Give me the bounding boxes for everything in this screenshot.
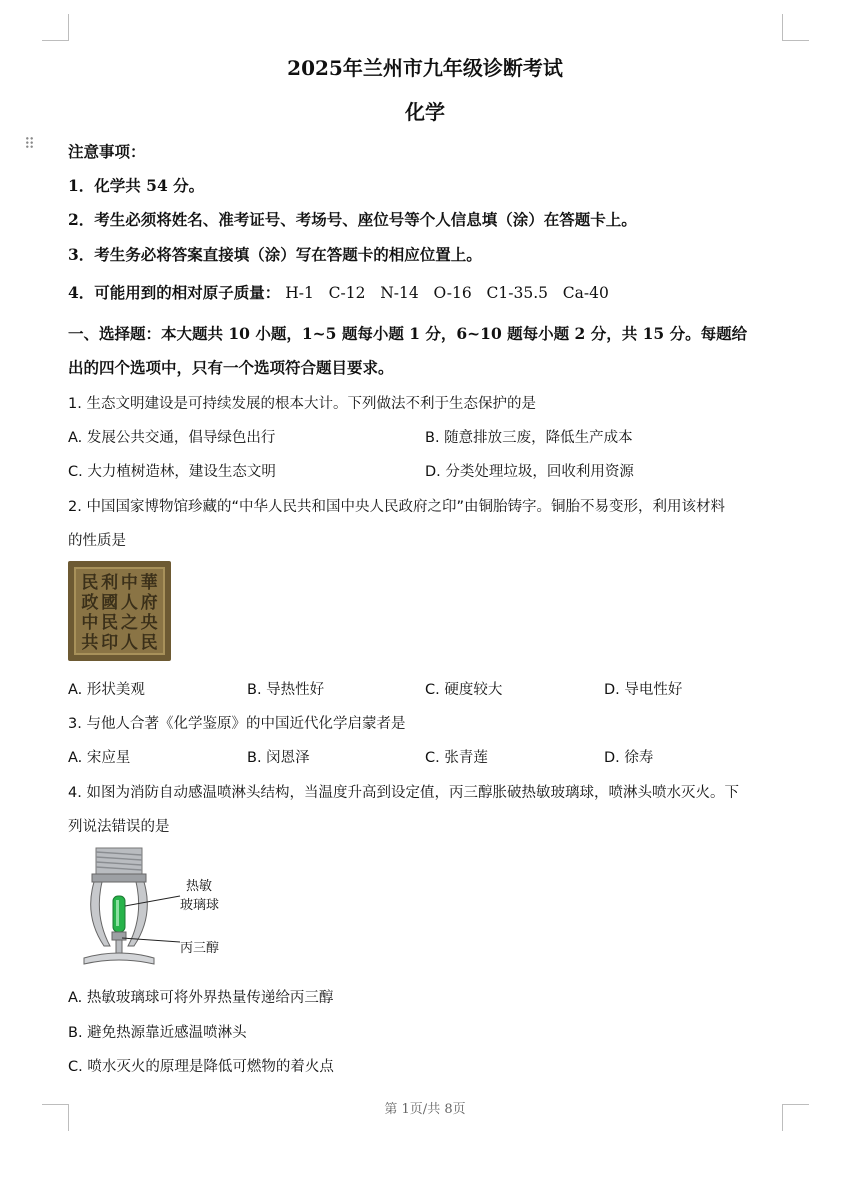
question-2-stem-line2: 的性质是 [68, 533, 126, 549]
drag-handle-icon[interactable]: ⠿ [24, 135, 34, 153]
section-heading-line1: 一、选择题：本大题共 10 小题，1~5 题每小题 1 分，6~10 题每小题 2 分，共 15 分。每题给 [68, 324, 748, 343]
subject-title: 化学 [405, 100, 445, 124]
question-3-stem: 3. 与他人合著《化学鉴原》的中国近代化学启蒙者是 [68, 716, 406, 732]
question-2-option-a[interactable]: A. 形状美观 [68, 682, 145, 698]
section-heading-line2: 出的四个选项中，只有一个选项符合题目要求。 [68, 358, 394, 377]
note-item-4-label: 4．可能用到的相对原子质量： [68, 283, 281, 302]
question-3-option-c[interactable]: C. 张青莲 [425, 750, 488, 766]
note-item-3: 3．考生务必将答案直接填（涂）写在答题卡的相应位置上。 [68, 245, 482, 264]
label-glycerol: 丙三醇 [180, 941, 220, 956]
crop-mark-top-right [782, 14, 809, 41]
question-2-stem-line1: 2. 中国国家博物馆珍藏的“中华人民共和国中央人民政府之印”由铜胎铸字。铜胎不易变形，利用该材料 [68, 499, 725, 515]
label-heat-sensitive: 热敏 [186, 879, 213, 894]
exam-title: 2025年兰州市九年级诊断考试 [287, 56, 563, 80]
note-item-4 [68, 281, 609, 303]
question-2-option-d[interactable]: D. 导电性好 [604, 682, 683, 698]
seal-characters: 民 利 中 華 政 國 人 府 中 民 之 央 共 印 人 民 [81, 573, 158, 653]
question-3-option-a[interactable]: A. 宋应星 [68, 750, 131, 766]
question-4-stem-line2: 列说法错误的是 [68, 819, 170, 835]
question-4-option-a[interactable]: A. 热敏玻璃球可将外界热量传递给丙三醇 [68, 990, 334, 1006]
bronze-seal-image [68, 561, 171, 661]
question-2-option-b[interactable]: B. 导热性好 [247, 682, 325, 698]
notes-heading: 注意事项： [68, 142, 146, 161]
question-1-option-c[interactable]: C. 大力植树造林，建设生态文明 [68, 464, 276, 480]
question-4-stem-line1: 4. 如图为消防自动感温喷淋头结构，当温度升高到设定值，丙三醇胀破热敏玻璃球，喷淋头喷水灭火。下 [68, 785, 739, 801]
page-number: 第 1页/共 8页 [384, 1102, 466, 1117]
question-3-option-d[interactable]: D. 徐寿 [604, 750, 654, 766]
question-4-option-b[interactable]: B. 避免热源靠近感温喷淋头 [68, 1025, 247, 1041]
label-glass-bulb: 玻璃球 [180, 898, 220, 913]
atomic-masses: H-1 C-12 N-14 O-16 C1-35.5 Ca-40 [285, 284, 609, 302]
question-1-option-d[interactable]: D. 分类处理垃圾，回收利用资源 [425, 464, 634, 480]
note-item-1: 1．化学共 54 分。 [68, 176, 205, 195]
question-2-option-c[interactable]: C. 硬度较大 [425, 682, 503, 698]
question-1-stem: 1. 生态文明建设是可持续发展的根本大计。下列做法不利于生态保护的是 [68, 396, 536, 412]
question-1-option-a[interactable]: A. 发展公共交通，倡导绿色出行 [68, 430, 276, 446]
question-4-option-c[interactable]: C. 喷水灭火的原理是降低可燃物的着火点 [68, 1059, 334, 1075]
note-item-2: 2．考生必须将姓名、准考证号、考场号、座位号等个人信息填（涂）在答题卡上。 [68, 210, 637, 229]
question-3-option-b[interactable]: B. 闵恩泽 [247, 750, 310, 766]
crop-mark-top-left [42, 14, 69, 41]
sprinkler-head-diagram [76, 846, 246, 972]
question-1-option-b[interactable]: B. 随意排放三废，降低生产成本 [425, 430, 633, 446]
